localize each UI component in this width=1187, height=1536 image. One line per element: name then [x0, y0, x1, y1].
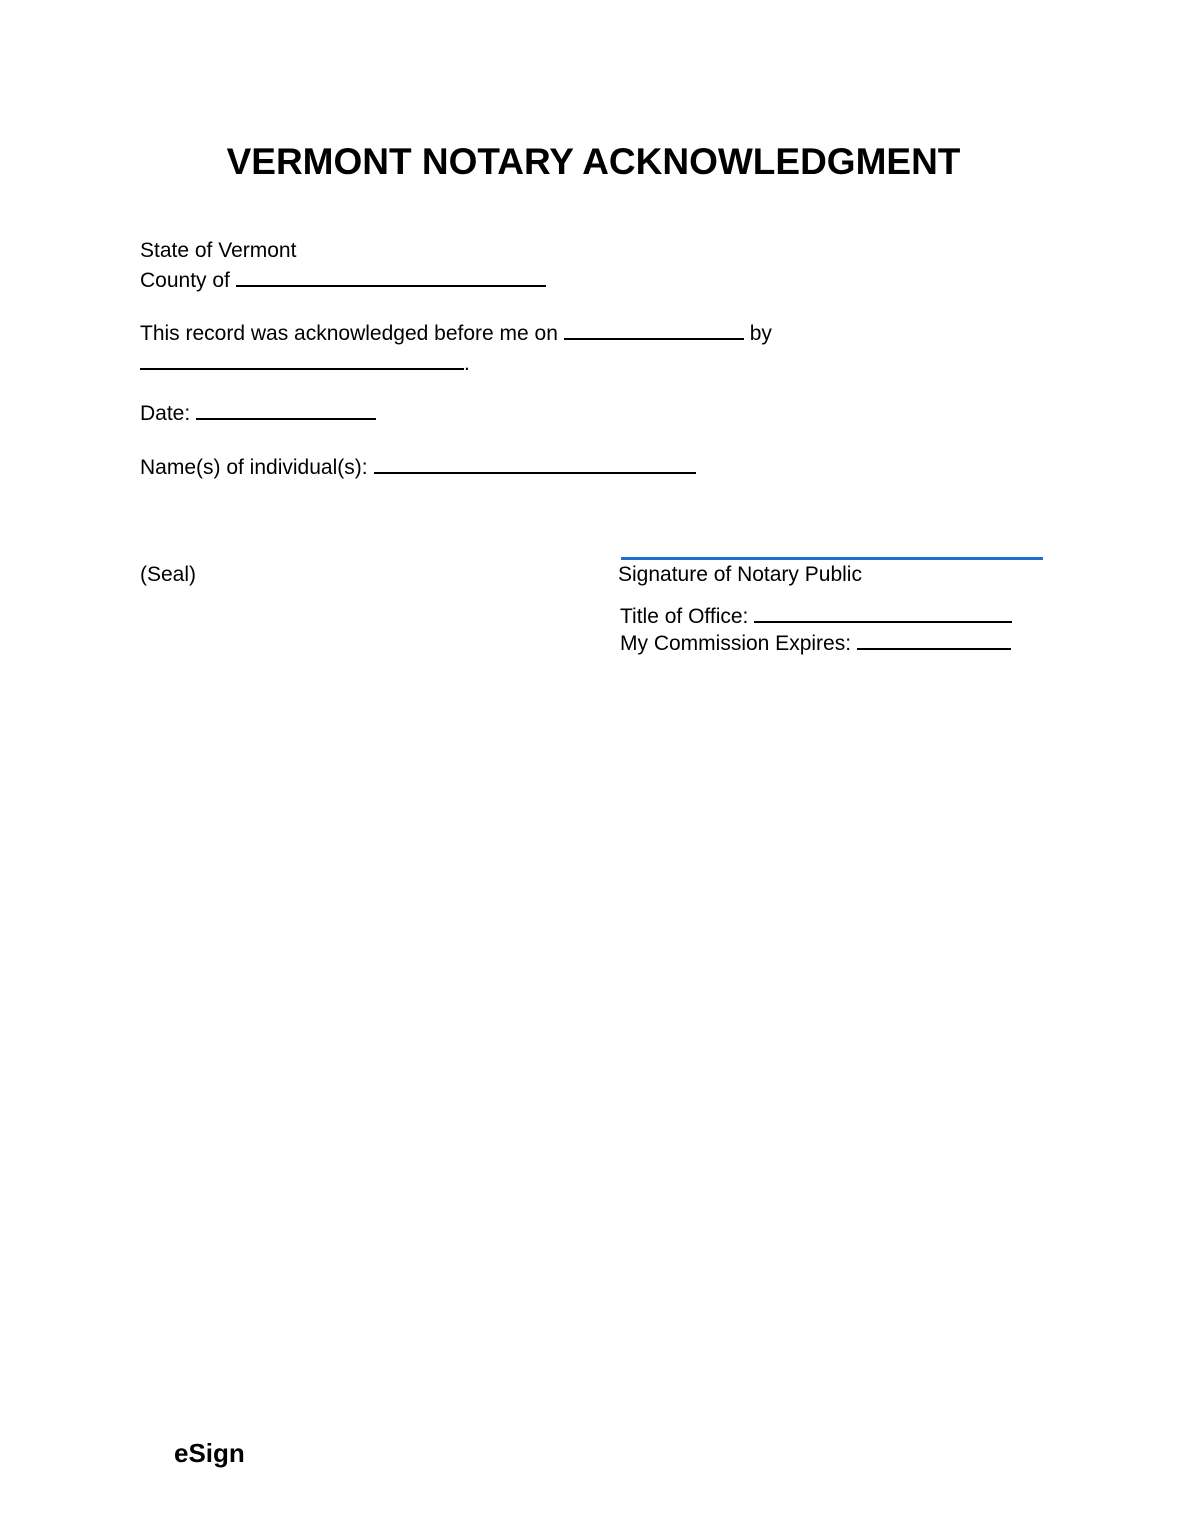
acknowledgment-row	[140, 320, 772, 346]
signature-label: Signature of Notary Public	[618, 563, 862, 586]
title-of-office-row	[620, 603, 1012, 629]
title-of-office-blank[interactable]	[754, 603, 1012, 623]
esign-logo: eSign	[174, 1438, 245, 1468]
names-label: Name(s) of individual(s):	[140, 456, 368, 479]
by-label: by	[749, 322, 772, 345]
period: .	[464, 352, 470, 375]
date-row	[140, 400, 376, 426]
commission-row	[620, 630, 1011, 656]
commission-label: My Commission Expires:	[620, 632, 852, 655]
seal-label: (Seal)	[140, 563, 197, 586]
names-row	[140, 454, 696, 480]
date-label: Date:	[140, 402, 191, 425]
county-row	[140, 267, 546, 293]
signature-line[interactable]	[621, 557, 1043, 560]
state-label: State of Vermont	[140, 239, 297, 262]
names-blank[interactable]	[374, 454, 696, 474]
county-blank[interactable]	[236, 267, 546, 287]
title-of-office-label: Title of Office:	[620, 605, 749, 628]
acknowledged-by-row	[140, 350, 470, 376]
page-title: VERMONT NOTARY ACKNOWLEDGMENT	[226, 141, 961, 182]
acknowledgment-date-blank[interactable]	[564, 320, 744, 340]
acknowledgment-text: This record was acknowledged before me on	[140, 322, 558, 345]
acknowledged-by-blank[interactable]	[140, 350, 464, 370]
county-label: County of	[140, 269, 230, 292]
commission-blank[interactable]	[857, 630, 1011, 650]
date-blank[interactable]	[196, 400, 376, 420]
